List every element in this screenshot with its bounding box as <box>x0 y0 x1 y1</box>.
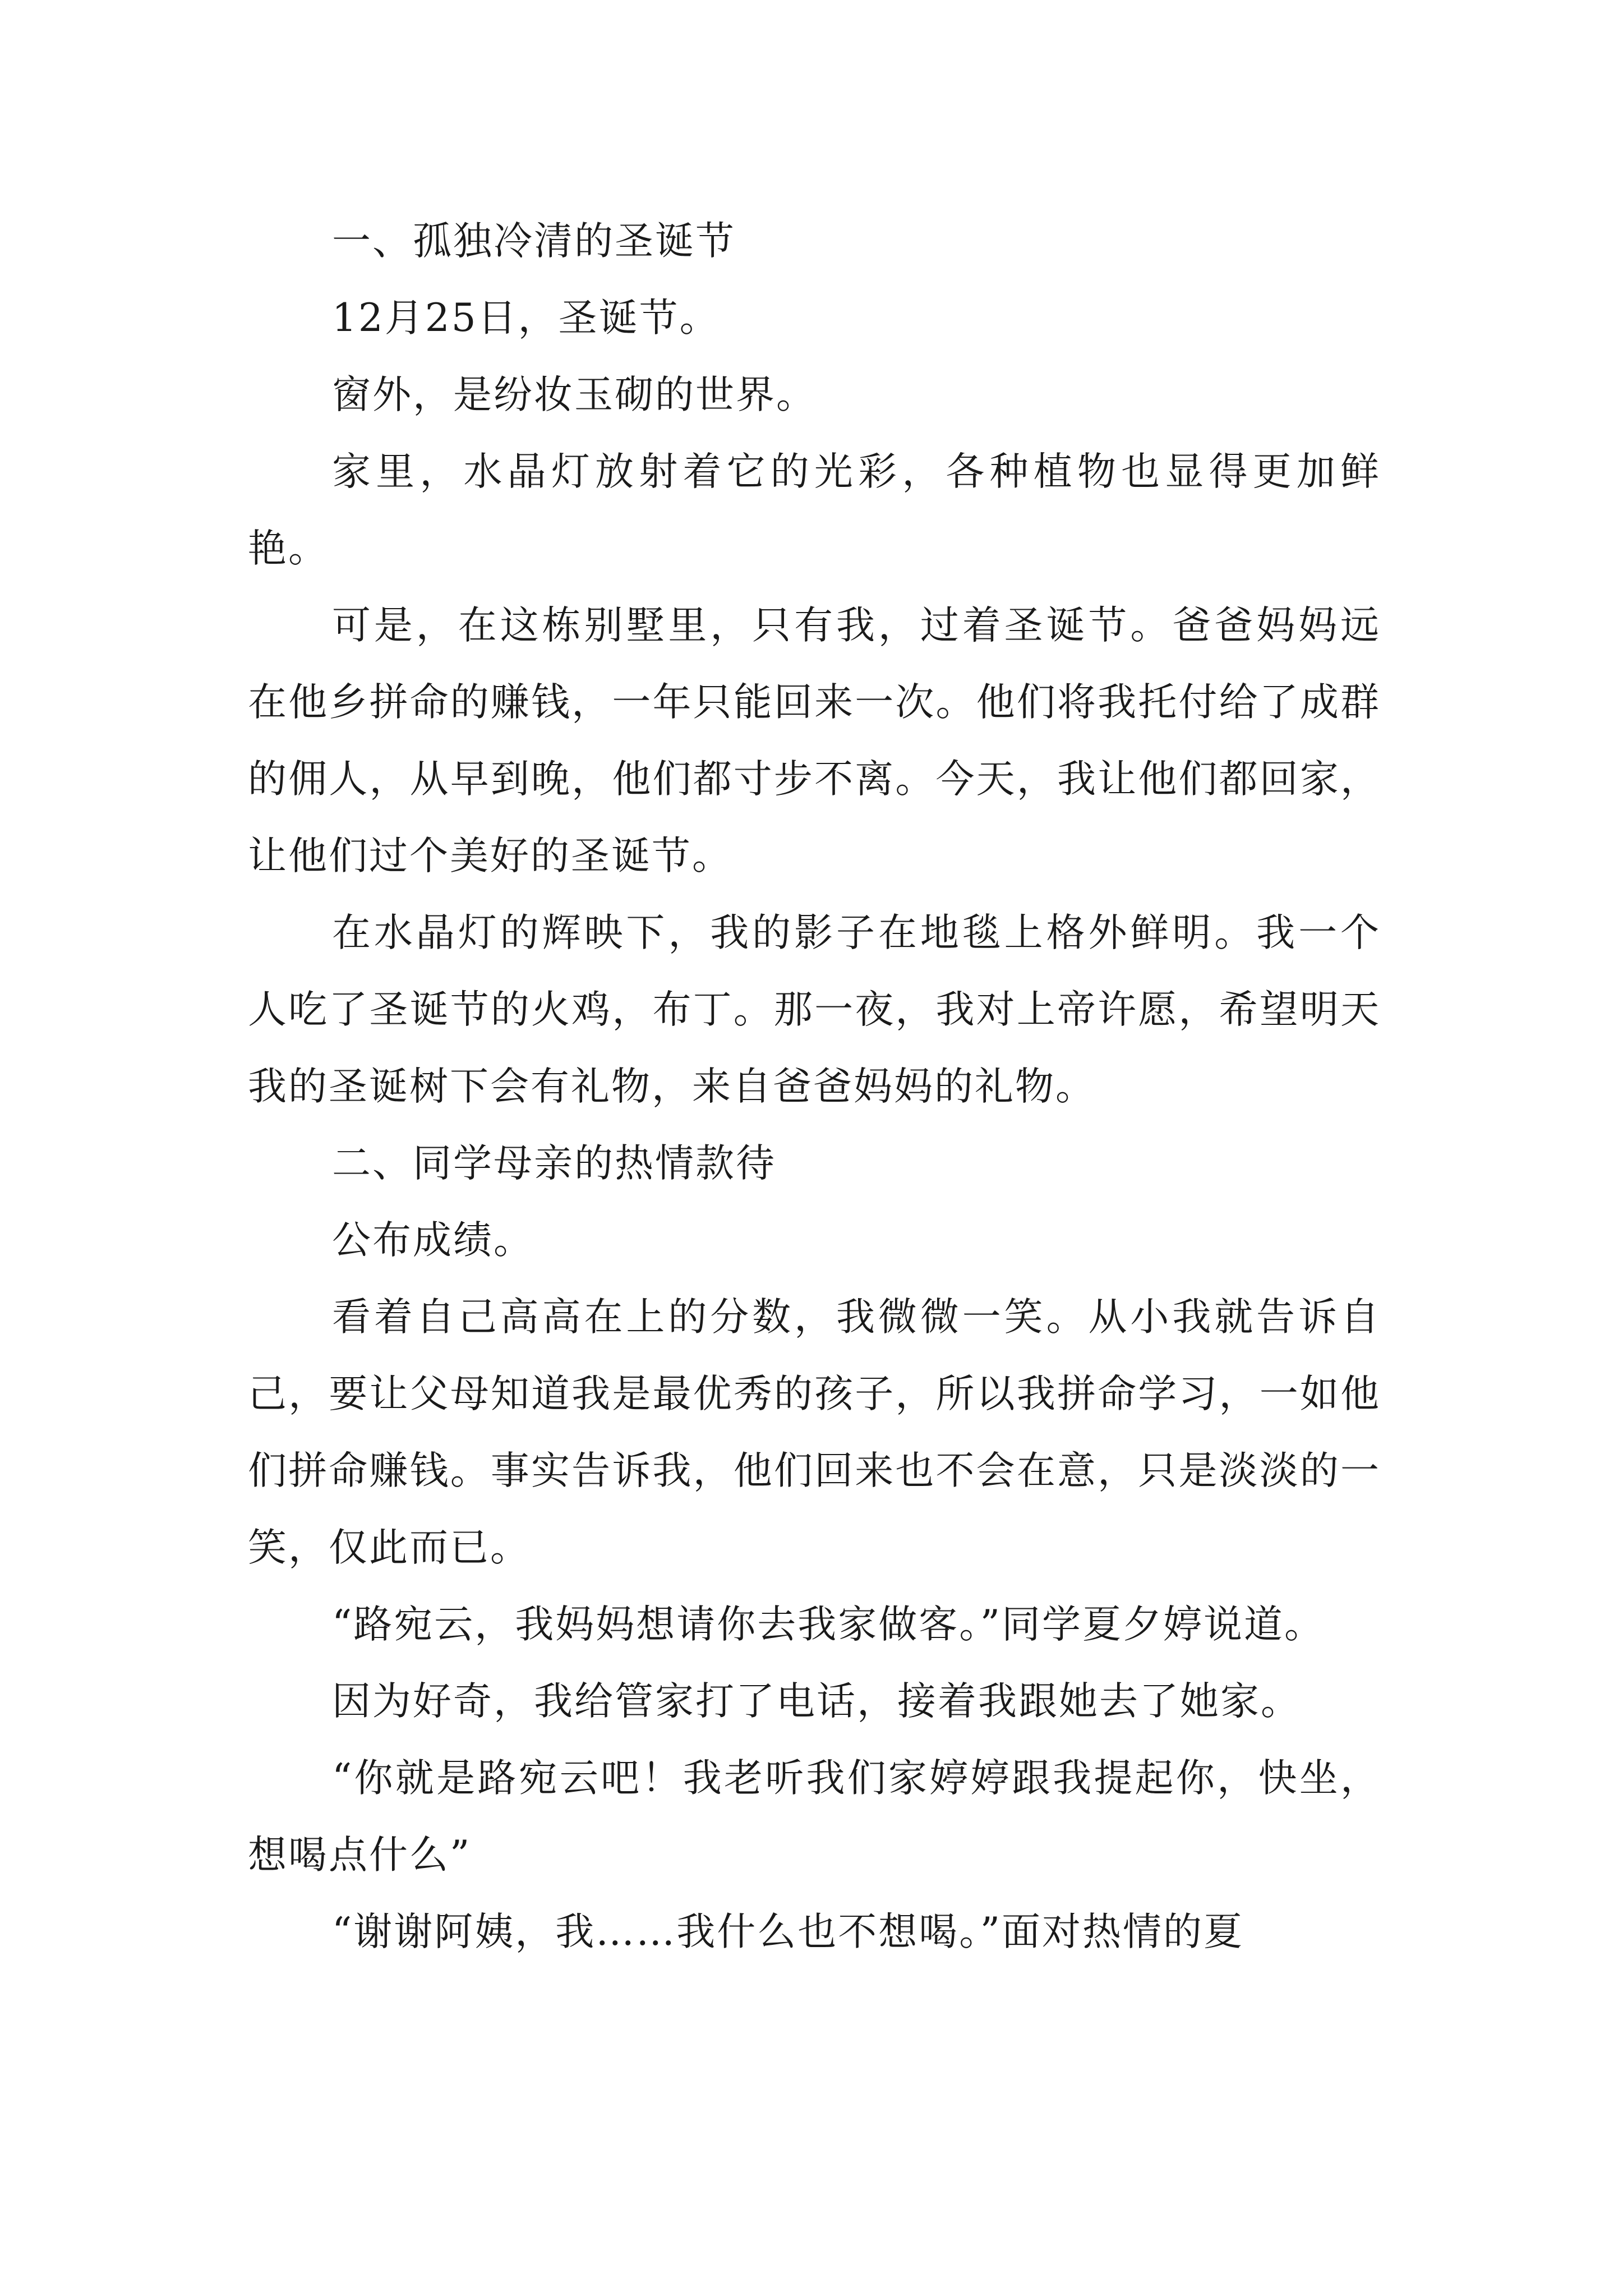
paragraph-invitation: “路宛云，我妈妈想请你去我家做客。”同学夏夕婷说道。 <box>332 1602 1325 1647</box>
paragraph-home: 家里，水晶灯放射着它的光彩，各种植物也显得更加鲜艳。 <box>248 449 1381 571</box>
paragraph-window: 窗外，是纷妆玉砌的世界。 <box>332 372 817 417</box>
section-heading-2: 二、同学母亲的热情款待 <box>332 1141 776 1186</box>
paragraph-reply: “谢谢阿姨，我……我什么也不想喝。”面对热情的夏 <box>332 1910 1244 1954</box>
paragraph-crystal-lamp: 在水晶灯的辉映下，我的影子在地毯上格外鲜明。我一个人吃了圣诞节的火鸡，布丁。那一夜，我对上帝许愿，希望明天我的圣诞树下会有礼物，来自爸爸妈妈的礼物。 <box>248 910 1381 1109</box>
paragraph-villa: 可是，在这栋别墅里，只有我，过着圣诞节。爸爸妈妈远在他乡拼命的赚钱，一年只能回来一次。他们将我托付给了成群的佣人，从早到晚，他们都寸步不离。今天，我让他们都回家，让他们过个美好的圣诞节。 <box>248 603 1381 878</box>
section-heading-1: 一、孤独冷清的圣诞节 <box>332 219 736 264</box>
paragraph-grades: 公布成绩。 <box>332 1218 534 1263</box>
paragraph-date: 12月25日，圣诞节。 <box>332 296 720 341</box>
paragraph-curiosity: 因为好奇，我给管家打了电话，接着我跟她去了她家。 <box>332 1679 1301 1724</box>
paragraph-greeting: “你就是路宛云吧！我老听我们家婷婷跟我提起你，快坐，想喝点什么” <box>248 1756 1381 1878</box>
document-body <box>248 203 1381 1971</box>
paragraph-score: 看着自己高高在上的分数，我微微一笑。从小我就告诉自己，要让父母知道我是最优秀的孩子，所以我拼命学习，一如他们拼命赚钱。事实告诉我，他们回来也不会在意，只是淡淡的一笑，仅此而已。 <box>248 1295 1381 1570</box>
